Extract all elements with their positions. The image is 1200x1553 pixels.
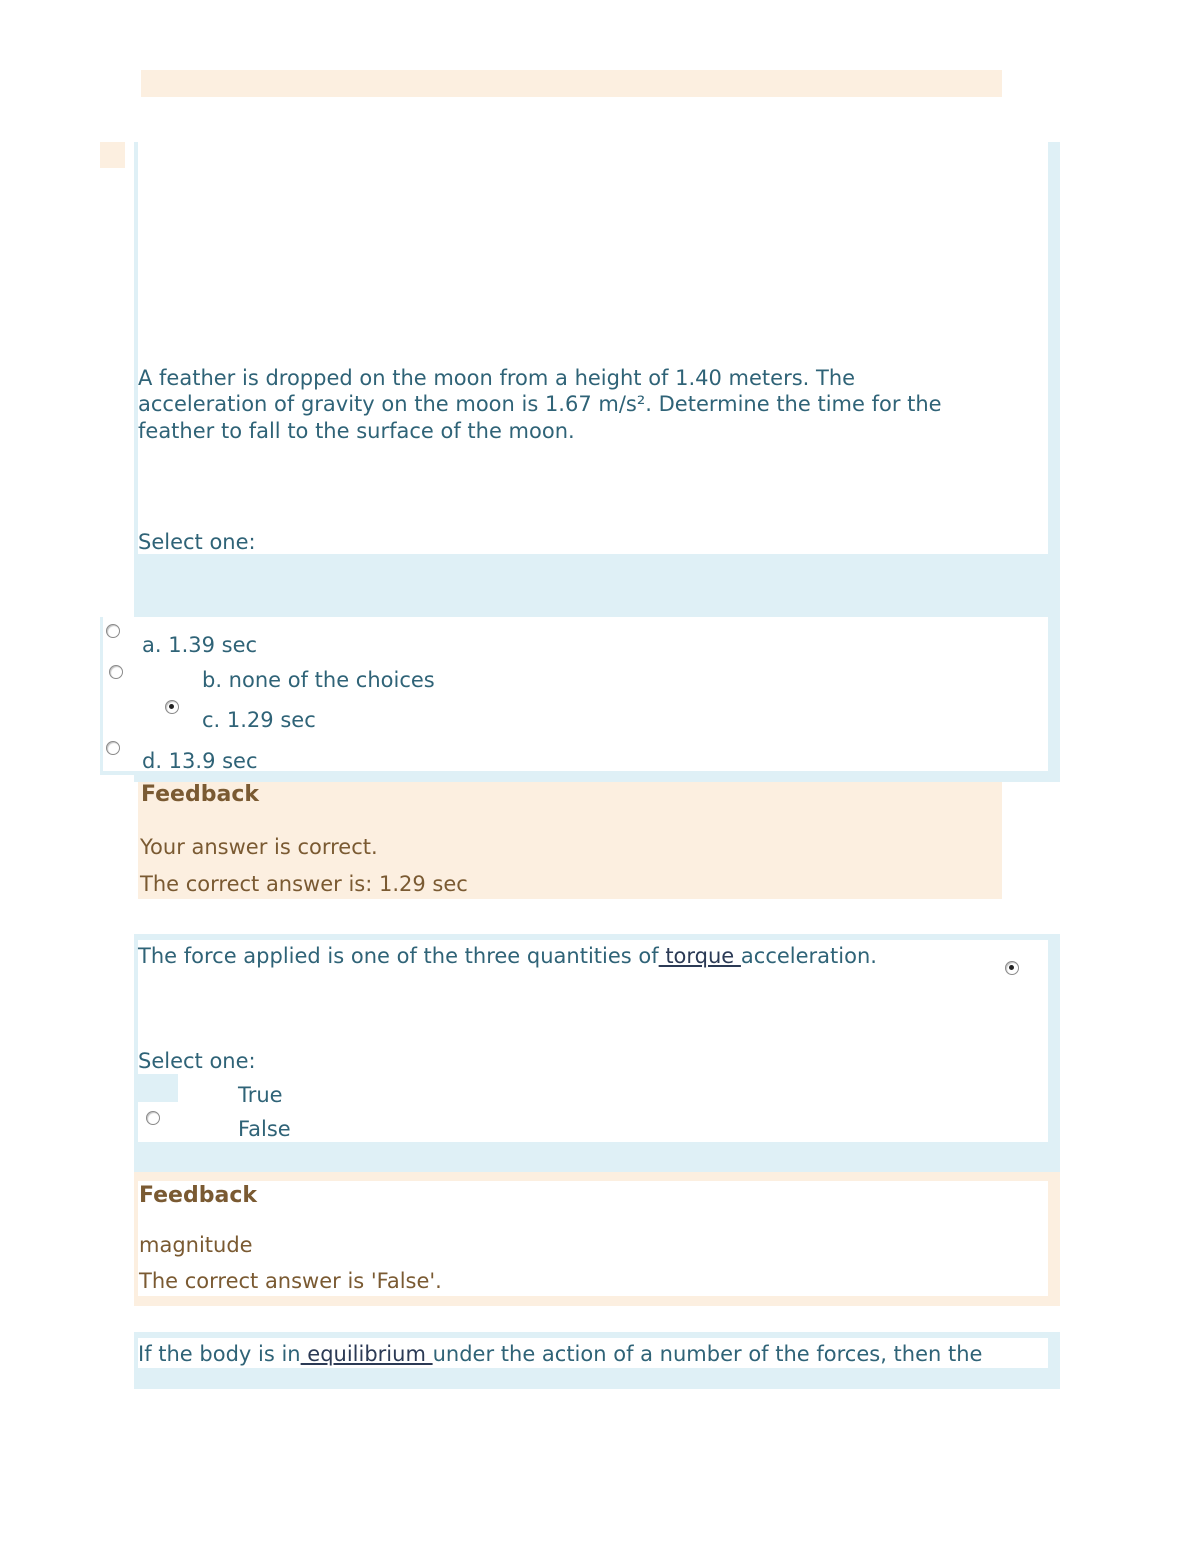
option-true-highlight [138,1074,178,1102]
question-3-text-post: under the action of a number of the forces, then the [432,1342,983,1366]
question-2-text-pre: The force applied is one of the three quantities of [138,944,659,968]
feedback-2-answer: magnitude [139,1233,253,1257]
question-3-text-pre: If the body is in [138,1342,301,1366]
question-3-blank-answer: equilibrium [300,1342,433,1366]
option-d-label[interactable]: d. 13.9 sec [142,749,258,773]
feedback-1-title: Feedback [141,782,259,807]
question-2-text [138,943,877,969]
header-bar [141,70,1002,97]
question-1-text-line-3: feather to fall to the surface of the moon. [138,419,575,443]
option-c-label[interactable]: c. 1.29 sec [202,708,316,732]
question-1-select-label: Select one: [138,530,256,554]
question-2-text-area [138,940,1048,1142]
feedback-2-title: Feedback [139,1183,257,1208]
question-1-text-line-2: acceleration of gravity on the moon is 1.67 m/s². Determine the time for the [138,392,942,416]
question-1-text-line-1: A feather is dropped on the moon from a height of 1.40 meters. The [138,366,856,390]
option-d-radio[interactable] [106,741,120,755]
option-false-label[interactable]: False [238,1117,291,1141]
question-1-text-area [138,142,1048,554]
option-false-radio[interactable] [146,1111,160,1125]
option-a-radio[interactable] [106,624,120,638]
option-c-radio[interactable] [165,700,179,714]
option-b-radio[interactable] [109,665,123,679]
option-true-radio[interactable] [1005,961,1019,975]
question-2-blank-answer: torque [658,944,741,968]
question-3-text [138,1341,982,1367]
option-b-label[interactable]: b. none of the choices [202,668,435,692]
feedback-2-correct-answer: The correct answer is 'False'. [139,1269,442,1293]
option-a-label[interactable]: a. 1.39 sec [142,633,258,657]
feedback-1-correct-answer: The correct answer is: 1.29 sec [140,872,468,896]
question-2-text-post: acceleration. [740,944,877,968]
question-2-select-label: Select one: [138,1049,256,1073]
option-true-label[interactable]: True [238,1083,283,1107]
question-number-marker [100,142,125,168]
feedback-1-result: Your answer is correct. [140,835,378,859]
